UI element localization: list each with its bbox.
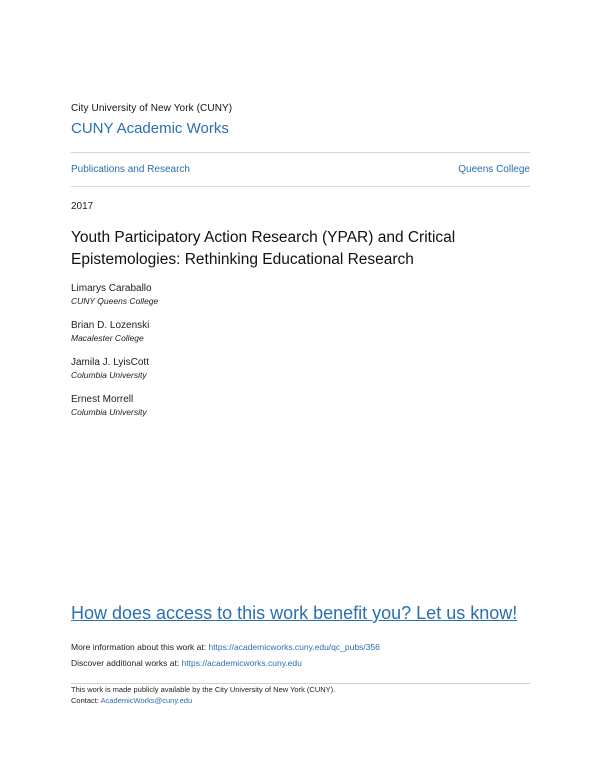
feedback-link[interactable]: How does access to this work benefit you? Let us know! [71,603,518,623]
author-affiliation: Columbia University [71,407,147,417]
discover-line [71,658,302,668]
author-name: Limarys Caraballo [71,283,152,294]
author-affiliation: CUNY Queens College [71,296,159,306]
divider-middle [71,186,530,187]
author-list [71,283,158,431]
author-affiliation: Columbia University [71,370,147,380]
institution-name: City University of New York (CUNY) [71,103,233,114]
author-name: Brian D. Lozenski [71,320,150,331]
contact-email-link[interactable]: AcademicWorks@cuny.edu [100,696,193,705]
author-entry [71,283,158,308]
author-entry [71,357,158,382]
repository-url-link[interactable]: https://academicworks.cuny.edu [181,658,302,668]
author-name: Jamila J. LyisCott [71,357,149,368]
college-link[interactable]: Queens College [458,164,530,175]
divider-top [71,152,530,153]
paper-title: Youth Participatory Action Research (YPAR) and Critical Epistemologies: Rethinking Educational Research [71,229,456,268]
contact-label: Contact: [71,696,101,705]
more-info-label: More information about this work at: [71,642,209,652]
author-name: Ernest Morrell [71,394,134,405]
author-affiliation: Macalester College [71,333,144,343]
repository-link[interactable]: CUNY Academic Works [71,120,229,137]
work-url-link[interactable]: https://academicworks.cuny.edu/qc_pubs/356 [208,642,380,652]
author-entry [71,394,158,419]
discover-label: Discover additional works at: [71,658,182,668]
publication-year: 2017 [71,201,94,212]
availability-notice: This work is made publicly available by the City University of New York (CUNY). [71,685,336,694]
more-info-line [71,642,380,652]
series-link[interactable]: Publications and Research [71,164,190,175]
author-entry [71,320,158,345]
divider-footer [71,683,530,684]
contact-line [71,696,192,705]
